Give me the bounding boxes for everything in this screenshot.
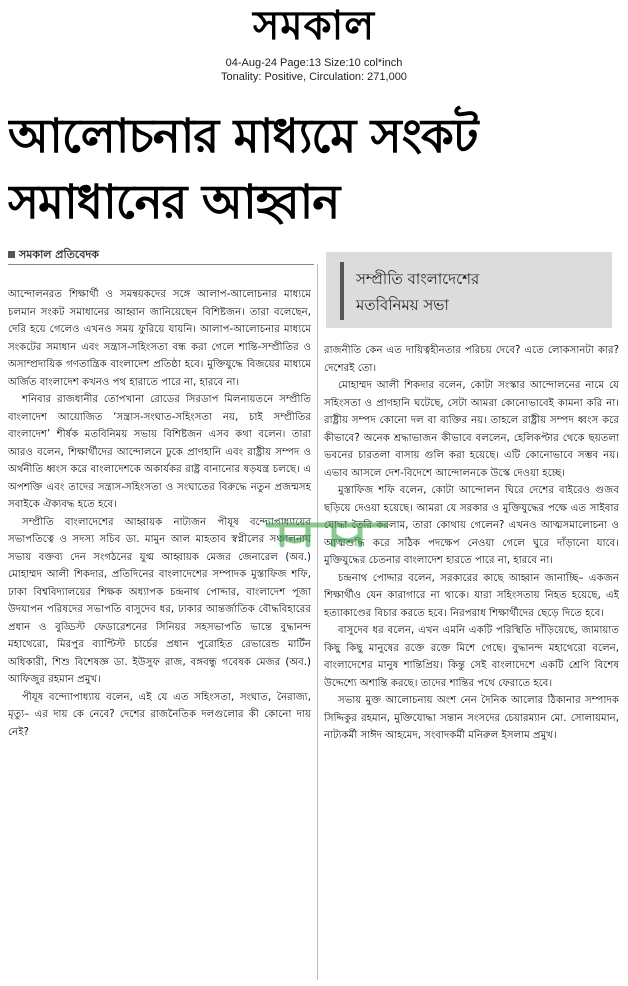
headline-line-1: আলোচনার মাধ্যমে সংকট [8,109,478,164]
headline [8,104,620,236]
subhead-line-2: মতবিনিময় সভা [356,296,449,314]
byline-divider [8,264,314,265]
subhead-line-1: সম্প্রীতি বাংলাদেশের [356,270,480,288]
article-column-right [324,342,619,982]
article-column-left [8,286,311,982]
paragraph: সভায় মুক্ত আলোচনায় অংশ নেন দৈনিক আলোর ঠিকানার সম্পাদক সিদ্দিকুর রহমান, মুক্তিযোদ্ধা সন্তান সংসদের চেয়ারম্যান মো. সোলায়মান, নাট্যকর্মী সাঈদ আহমেদ, সংবাদকর্মী মনিরুল ইসলাম প্রমুখ। [324,695,619,741]
column-divider [317,264,318,980]
watermark-logo-icon [262,517,392,551]
paragraph: মোহাম্মদ আলী শিকদার বলেন, কোটা সংস্কার আন্দোলনের নামে যে সহিংসতা ও প্রাণহানি ঘটেছে, সেটা আমরা কোনোভাবেই কামনা করি না। রাষ্ট্রীয় সম্পদ কোনো দল বা ব্যক্তির নয়। তাহলে রাষ্ট্রীয় সম্পদ ধ্বংস করে কীভাবে? অনেক শ্রদ্ধাভাজন কীভাবে বললেন, হেলিকপ্টার থেকে ছয়তলা ভবনের চারতলা বাসায় গুলি করা হয়েছে। এটি কোনোভাবে সম্ভব নয়। এভাব আসলে দেশ-বিদেশে আন্দোলনকে উস্কে দেওয়া হচ্ছে। [324,380,619,479]
paragraph: বাসুদেব ধর বলেন, এখন এমনি একটি পরিস্থিতি দাঁড়িয়েছে, জামায়াত কিছু কিছু মানুষের রক্তে রক্তে মিশে গেছে। বুদ্ধানন্দ মহাথেরো বলেন, বাংলাদেশের মানুষ শান্তিপ্রিয়। কিন্তু সেই বাংলাদেশে একটি শ্রেণি বিশেষ উদ্দেশ্যে অশান্তি করছে। তাদের শান্তির পথে ফেরাতে হবে। [324,625,619,689]
clipping-meta-tonality: Tonality: Positive, Circulation: 271,000 [221,71,407,83]
subhead-accent-bar [340,262,344,320]
byline-square-icon [8,251,15,258]
subhead [356,266,604,318]
clipping-meta-date-page: 04-Aug-24 Page:13 Size:10 col*inch [225,57,403,69]
paragraph: চন্দ্রনাথ পোদ্দার বলেন, সরকারের কাছে আহ্বান জানাচ্ছি– একজন শিক্ষার্থীও যেন কারাগারে না থাকে। যারা সহিংসতায় নিহত হয়েছে, এই হত্যাকাণ্ডের বিচার করতে হবে। নিরপরাধ শিক্ষার্থীদের ছেড়ে দিতে হবে। [324,572,619,619]
paragraph: পীযূষ বন্দ্যোপাধ্যায় বলেন, এই যে এত সহিংসতা, সংঘাত, নৈরাজ্য, মৃত্যু– এর দায় কে নেবে? দেশের রাজনৈতিক দলগুলোর কী কোনো দায় নেই? [8,691,311,738]
paragraph: আন্দোলনরত শিক্ষার্থী ও সমন্বয়কদের সঙ্গে আলাপ-আলোচনার মাধ্যমে চলমান সংকট সমাধানের আহ্বান জানিয়েছেন বিশিষ্টজন। তারা বলেছেন, দেরি হয়ে গেলেও এখনও সময় ফুরিয়ে যায়নি। আলাপ-আলোচনার মাধ্যমে সংকটের সমাধান এবং সন্ত্রাস-সহিংসতা বন্ধ করা গেলে শান্তি-সম্প্রীতির ও অসাম্প্রদায়িক গণতান্ত্রিক বাংলাদেশ প্রতিষ্ঠা হবে। মুক্তিযুদ্ধে বিজয়ের মাধ্যমে অর্জিত বাংলাদেশ কখনও পথ হারাতে পারে না, হারবে না। [8,289,311,388]
headline-line-2: সমাধানের আহ্বান [8,175,340,230]
byline-text: সমকাল প্রতিবেদক [19,248,99,261]
paragraph: সম্প্রীতি বাংলাদেশের আহ্বায়ক নাট্যজন পীযূষ বন্দ্যোপাধ্যায়ের সভাপতিত্বে ও সদস্য সচিব ডা. মামুন আল মাহতাব স্বপ্নীলের সঞ্চালনায় সভায় বক্তব্য দেন সংগঠনের যুগ্ম আহ্বায়ক মেজর জেনারেল (অব.) মোহাম্মদ আলী শিকদার, প্রতিদিনের বাংলাদেশের সম্পাদক মুস্তাফিজ শফি, ঢাকা বিশ্ববিদ্যালয়ের শিক্ষক অধ্যাপক চন্দ্রনাথ পোদ্দার, বাংলাদেশ পূজা উদযাপন পরিষদের সভাপতি বাসুদেব ধর, ঢাকার আন্তর্জাতিক বৌদ্ধবিহারের প্রধান ও বুড্ডিস্ট ফেডারেশনের সিনিয়র সহসভাপতি ভান্তে বুদ্ধানন্দ মহাথেরো, মিরপুর ব্যাপ্টিস্ট চার্চের প্রধান পুরোহিত রেভারেন্ড মার্টিন অধিকারী, শিশু বিশেষজ্ঞ ডা. ইউসুফ রাজ, বঙ্গবন্ধু গবেষক মেজর (অব.) আফিজুর রহমান প্রমুখ। [8,516,311,685]
masthead [0,4,628,48]
byline [8,246,99,265]
newspaper-logo: সমকাল [252,2,376,49]
paragraph: রাজনীতি কেন এত দায়িত্বহীনতার পরিচয় দেবে? এতে লোকসানটা কার? দেশেরই তো। [324,345,619,374]
paragraph: শনিবার রাজধানীর তোপখানা রোডের সিরডাপ মিলনায়তনে সম্প্রীতি বাংলাদেশ আয়োজিত ‘সন্ত্রাস-সংঘাত-সহিংসতা নয়, চাই সম্প্রীতির বাংলাদেশ’ শীর্ষক মতবিনিময় সভায় বিশিষ্টজন এসব কথা বলেন। তারা আরও বলেন, শিক্ষার্থীদের আন্দোলনে ঢুকে প্রাণহানি এবং রাষ্ট্রীয় সম্পদ ও অর্থনীতি ধ্বংস করে বাংলাদেশকে অকার্যকর রাষ্ট্র বানানোর ষড়যন্ত্র চলছে। এ অপশক্তি এবং তাদের সন্ত্রাস-সহিংসতা ও সংঘাতের বিরুদ্ধে নতুন প্রজন্মসহ সবাইকে ঐক্যবদ্ধ হতে হবে। [8,394,311,510]
paragraph: মুস্তাফিজ শফি বলেন, কোটা আন্দোলন ঘিরে দেশের বাইরেও গুজব ছড়িয়ে দেওয়া হয়েছে। আমরা যে সরকার ও মুক্তিযুদ্ধের পক্ষে এত সাইবার যোদ্ধা তৈরি করলাম, তারা কোথায় গেলেন? এখনও আত্মসমালোচনা ও আত্মশুদ্ধি করে সঠিক পদক্ষেপ নেওয়া গেলে ঘুরে দাঁড়ানো যাবে। মুক্তিযুদ্ধের চেতনার বাংলাদেশ হারতে পারে না, হারবে না। [324,485,619,566]
